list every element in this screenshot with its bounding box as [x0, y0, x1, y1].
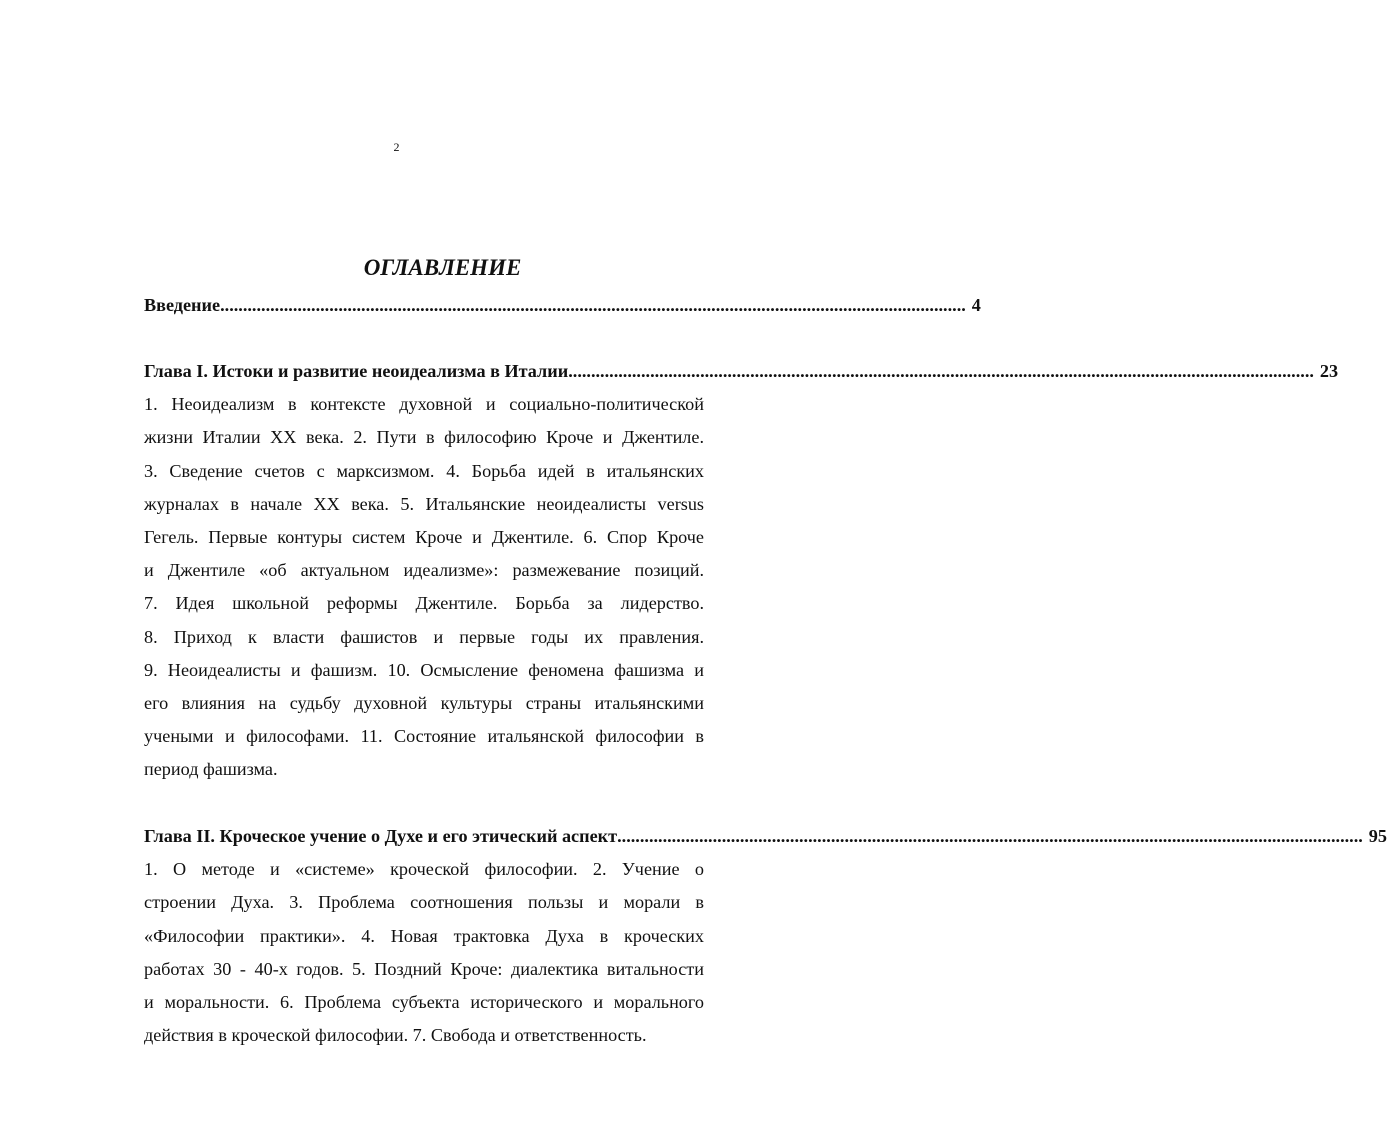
- contents-line: 3. Сведение счетов с марксизмом. 4. Борьба идей в итальянских: [144, 460, 704, 481]
- contents-line: 1. Неоидеализм в контексте духовной и социально-политической: [144, 394, 704, 415]
- contents-line: жизни Италии XX века. 2. Пути в философию Кроче и Джентиле.: [144, 427, 704, 448]
- contents-line: и моральности. 6. Проблема субъекта исторического и морального: [144, 992, 704, 1013]
- contents-line: 8. Приход к власти фашистов и первые годы их правления.: [144, 626, 704, 647]
- contents-line: строении Духа. 3. Проблема соотношения пользы и морали в: [144, 892, 704, 913]
- chapter-1-contents: [144, 388, 704, 786]
- contents-line: действия в кроческой философии. 7. Свобода и ответственность.: [144, 1025, 647, 1046]
- contents-line: «Философии практики». 4. Новая трактовка Духа в кроческих: [144, 925, 704, 946]
- contents-line: его влияния на судьбу духовной культуры страны итальянскими: [144, 693, 704, 714]
- contents-line: 7. Идея школьной реформы Джентиле. Борьба за лидерство.: [144, 593, 704, 614]
- contents-line: журналах в начале XX века. 5. Итальянские неоидеалисты versus: [144, 493, 704, 514]
- contents-line: учеными и философами. 11. Состояние итальянской философии в: [144, 726, 704, 747]
- dot-leader: ....................................................................................................................................................................: [617, 826, 1363, 846]
- toc-entry-chapter-1: [144, 355, 1339, 787]
- contents-line: и Джентиле «об актуальном идеализме»: размежевание позиций.: [144, 560, 704, 581]
- toc-entry-label: Глава II. Кроческое учение о Духе и его этический аспект: [144, 826, 618, 846]
- chapter-2-contents: [144, 853, 704, 1052]
- toc-entry-heading: [144, 820, 1387, 853]
- toc-entry-heading: [144, 355, 1339, 388]
- contents-line: 1. О методе и «системе» кроческой философии. 2. Учение о: [144, 859, 704, 880]
- toc-entry-label: Введение: [144, 295, 221, 315]
- contents-line: 9. Неоидеалисты и фашизм. 10. Осмысление феномена фашизма и: [144, 659, 704, 680]
- toc-entry-chapter-2: [144, 820, 1387, 1052]
- toc-title: ОГЛАВЛЕНИЕ: [363, 255, 522, 280]
- page-number: 2: [393, 140, 400, 154]
- contents-line: Гегель. Первые контуры систем Кроче и Джентиле. 6. Спор Кроче: [144, 527, 704, 548]
- toc-entry-introduction: [144, 289, 981, 322]
- toc-entry-label: Глава I. Истоки и развитие неоидеализма в Италии: [144, 361, 569, 381]
- contents-line: период фашизма.: [144, 759, 278, 780]
- toc-entry-heading: [144, 289, 981, 322]
- dot-leader: ....................................................................................................................................................................: [568, 361, 1314, 381]
- contents-line: работах 30 - 40-х годов. 5. Поздний Кроче: диалектика витальности: [144, 958, 704, 979]
- toc-entry-page: 4: [971, 295, 981, 315]
- toc-entry-page: 95: [1368, 826, 1387, 846]
- toc-entry-page: 23: [1319, 361, 1339, 381]
- dot-leader: ....................................................................................................................................................................: [220, 295, 966, 315]
